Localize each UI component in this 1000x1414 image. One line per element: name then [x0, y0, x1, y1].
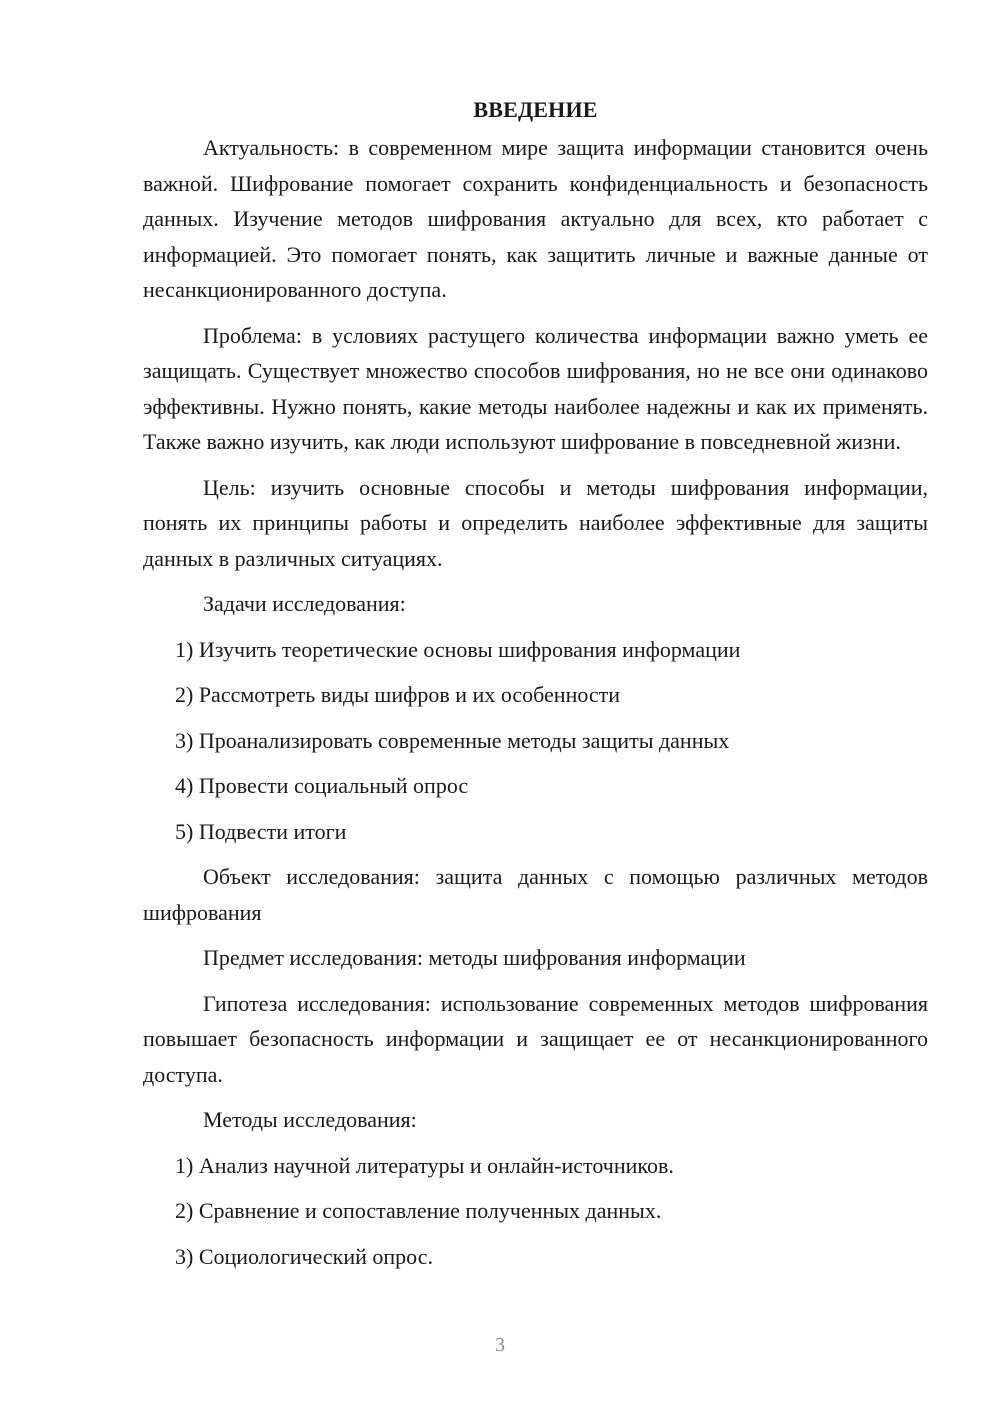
object-paragraph: Объект исследования: защита данных с помощью различных методов шифрования	[143, 864, 928, 925]
list-item: 5) Подвести итоги	[175, 818, 347, 844]
page-number: 3	[495, 1334, 505, 1356]
subject-paragraph: Предмет исследования: методы шифрования информации	[203, 945, 746, 970]
goal-paragraph: Цель: изучить основные способы и методы шифрования информации, понять их принципы работы и определить наиболее эффективные для защиты данных в различных ситуациях.	[143, 474, 928, 571]
list-item: 2) Сравнение и сопоставление полученных данных.	[175, 1198, 662, 1223]
list-item: 3) Проанализировать современные методы защиты данных	[175, 727, 730, 753]
relevance-paragraph: Актуальность: в современном мире защита информации становится очень важной. Шифрование помогает сохранить конфиденциальность и безопасность данных. Изучение методов шифрования актуально для всех, кто работает с информацией. Это помогает понять, как защитить личные и важные данные от несанкционированного доступа.	[143, 135, 928, 302]
hypothesis-paragraph: Гипотеза исследования: использование современных методов шифрования повышает безопасность информации и защищает ее от несанкционированного доступа.	[143, 990, 928, 1087]
list-item: 4) Провести социальный опрос	[175, 773, 469, 798]
document-page	[143, 92, 928, 1284]
methods-list	[143, 1148, 928, 1275]
methods-heading: Методы исследования:	[203, 1107, 417, 1132]
page-title: ВВЕДЕНИЕ	[473, 97, 598, 122]
problem-paragraph: Проблема: в условиях растущего количества информации важно уметь ее защищать. Существует множество способов шифрования, но не все они одинаково эффективны. Нужно понять, какие методы наиболее надежны и как их применять. Также важно изучить, как люди используют шифрование в повседневной жизни.	[143, 322, 928, 454]
tasks-heading: Задачи исследования:	[203, 591, 406, 616]
list-item: 2) Рассмотреть виды шифров и их особенности	[175, 682, 621, 707]
list-item: 3) Социологический опрос.	[175, 1243, 433, 1269]
list-item: 1) Анализ научной литературы и онлайн-источников.	[175, 1152, 674, 1178]
list-item: 1) Изучить теоретические основы шифрования информации	[175, 636, 741, 662]
tasks-list	[143, 632, 928, 850]
